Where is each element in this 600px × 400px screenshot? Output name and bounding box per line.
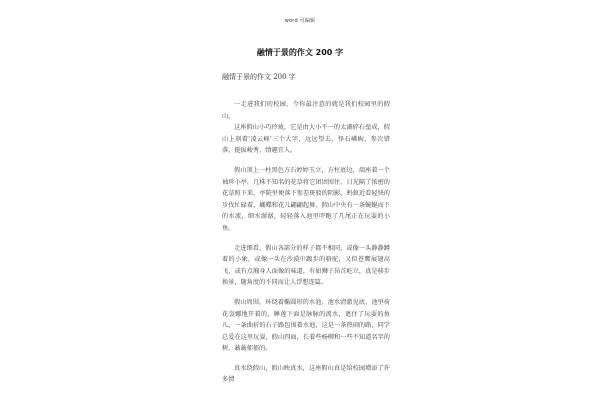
paragraph-conclusion: 真水绕假山，假山映真水，这座假山真是给校园增添了许多情: [222, 364, 390, 384]
header-note: word 可编辑: [284, 18, 316, 24]
paragraph-description: 这座假山小巧玲珑，它是由大小不一的太湖碎石垒成，假山上刻着'凌云峰'三个大字，远远望去，怪石嶙峋，参次错落，挺拔峻秀，情趣宜人。: [222, 124, 390, 155]
document-title: 融情于景的作文 200 字: [256, 48, 344, 57]
document-subtitle: 融情于景的作文 200 字: [222, 73, 296, 81]
paragraph-shapes: 走进细看，假山各部分的样子都不相同，或像一头静静蹲着的小象，或像一头在沙漠中踱步的骆驼，又似苍鹰展翅高飞，或有点胸身人面像的味道，有如狮子昂首屹立，真是移步换景，随角度的不同而让人浮想连篇。: [222, 244, 390, 287]
document-body: [222, 99, 390, 386]
paragraph-surroundings: 假山周围，环绕着椭圆形的水池，池水清澈见底，池里荷花袅娜地开着的，睡莲下面是脉脉的流水，遮住了玩耍的鱼儿，一条曲折的石子路包围着水池，这是一条热闹的路，同学总爱在这里玩耍，假山四面，长着些杨柳和一些不知道名字的树，蓊蓊郁郁的。: [222, 298, 390, 353]
paragraph-summit: 假山顶上一柱黑色方石婷婷玉立，方柱底边，端座着一个袖珍小亭，几株不知名的花草将它团团围住，日光隔了浓密的花草照下来，亭院里便落下参差斑驳的阴影，蚂蚁近看轻快的步伐忙碌着，蝴蝶和花儿翩翩起舞。假山中央有一条蜿蜒而下的水流，细水潺潺，轻轻落入池里吓跑了几尾正在玩耍的小鱼。: [222, 166, 390, 232]
paragraph-intro: 一走进我们的校园，令你最注意的就是我们校园里的假山。: [222, 101, 390, 120]
